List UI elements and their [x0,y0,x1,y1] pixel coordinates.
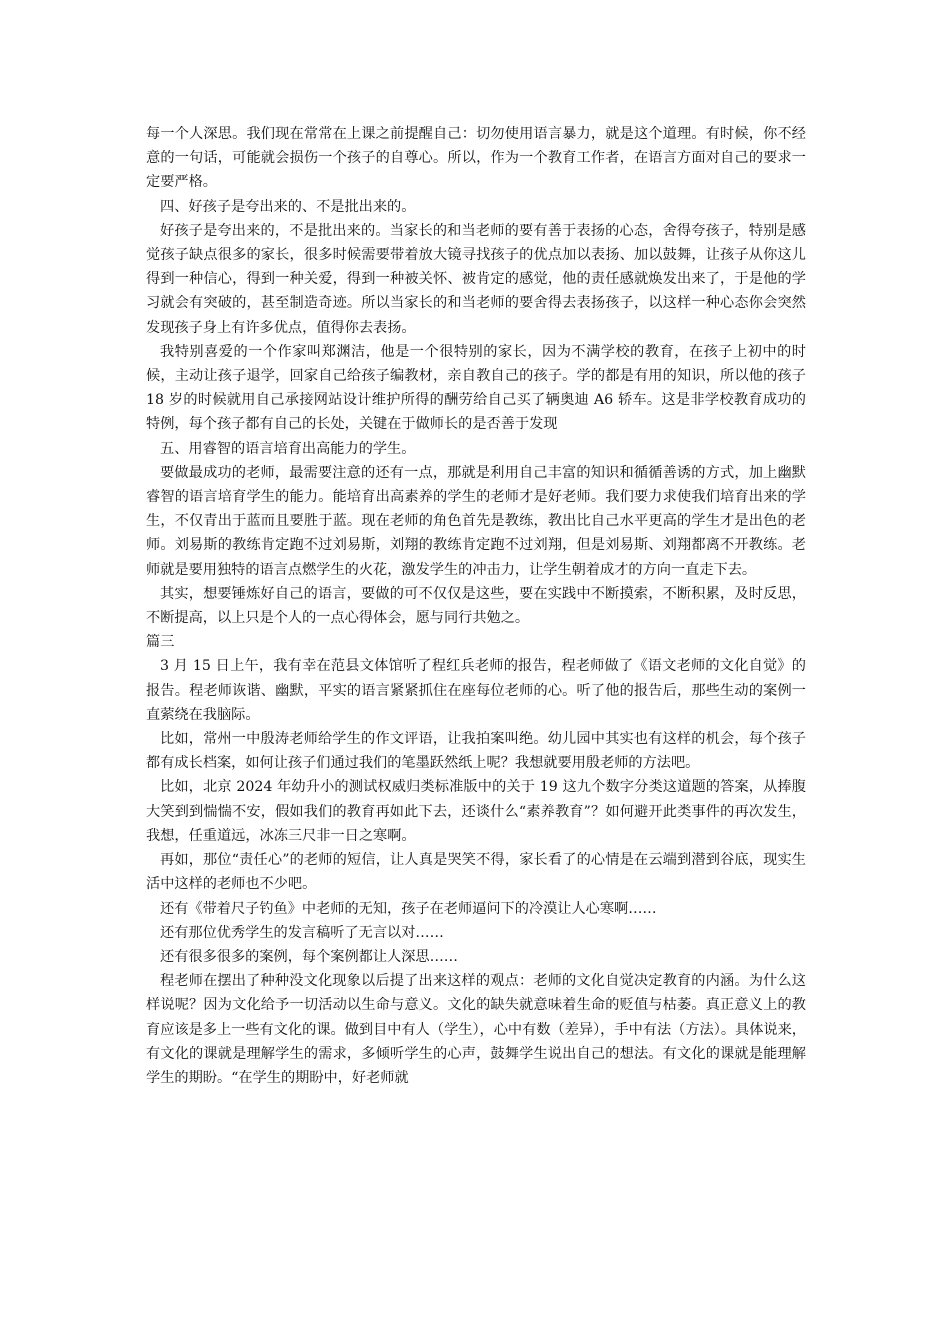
document-page [146,122,806,1090]
section-heading: 五、用睿智的语言培育出高能力的学生。 [160,440,416,457]
paragraph: 比如，北京 2024 年幼升小的测试权威归类标准版中的关于 19 这九个数字分类这道题的答案，从捧腹大笑到到惴惴不安，假如我们的教育再如此下去，还谈什么“素养教育”？如何避开此类事件的再次发生，我想，任重道远，冰冻三尺非一日之寒啊。 [146,779,806,844]
paragraph: 3 月 15 日上午，我有幸在范县文体馆听了程红兵老师的报告，程老师做了《语文老师的文化自觉》的报告。程老师诙谐、幽默，平实的语言紧紧抓住在座每位老师的心。听了他的报告后，那些生动的案例一直萦绕在我脑际。 [146,658,806,723]
paragraph: 比如，常州一中殷涛老师给学生的作文评语，让我拍案叫绝。幼儿园中其实也有这样的机会，每个孩子都有成长档案，如何让孩子们通过我们的笔墨跃然纸上呢？我想就要用殷老师的方法吧。 [146,731,806,772]
section-title: 篇三 [146,634,175,651]
paragraph: 还有《带着尺子钓鱼》中老师的无知，孩子在老师逼问下的冷漠让人心寒啊…… [160,900,657,917]
paragraph: 程老师在摆出了种种没文化现象以后提了出来这样的观点：老师的文化自觉决定教育的内涵。为什么这样说呢？因为文化给予一切活动以生命与意义。文化的缺失就意味着生命的贬值与枯萎。真正意义上的教育应该是多上一些有文化的课。做到目中有人（学生），心中有数（差异），手中有法（方法）。具体说来，有文化的课就是理解学生的需求，多倾听学生的心声，鼓舞学生说出自己的想法。有文化的课就是能理解学生的期盼。“在学生的期盼中，好老师就 [146,973,806,1086]
paragraph: 要做最成功的老师，最需要注意的还有一点，那就是利用自己丰富的知识和循循善诱的方式，加上幽默睿智的语言培育学生的能力。能培育出高素养的学生的老师才是好老师。我们要力求使我们培育出来的学生，不仅青出于蓝而且要胜于蓝。现在老师的角色首先是教练，教出比自己水平更高的学生才是出色的老师。刘易斯的教练肯定跑不过刘易斯，刘翔的教练肯定跑不过刘翔，但是刘易斯、刘翔都离不开教练。老师就是要用独特的语言点燃学生的火花，激发学生的冲击力，让学生朝着成才的方向一直走下去。 [146,464,806,578]
paragraph: 每一个人深思。我们现在常常在上课之前提醒自己：切勿使用语言暴力，就是这个道理。有时候，你不经意的一句话，可能就会损伤一个孩子的自尊心。所以，作为一个教育工作者，在语言方面对自己的要求一定要严格。 [146,126,806,191]
paragraph: 再如，那位“责任心”的老师的短信，让人真是哭笑不得，家长看了的心情是在云端到潜到谷底，现实生活中这样的老师也不少吧。 [146,852,806,893]
paragraph: 还有很多很多的案例，每个案例都让人深思…… [160,948,458,965]
section-heading: 四、好孩子是夸出来的、不是批出来的。 [160,198,416,215]
paragraph: 其实，想要锤炼好自己的语言，要做的可不仅仅是这些，要在实践中不断摸索，不断积累，及时反思，不断提高，以上只是个人的一点心得体会，愿与同行共勉之。 [146,585,806,627]
paragraph: 还有那位优秀学生的发言稿听了无言以对…… [160,924,444,941]
paragraph: 好孩子是夸出来的，不是批出来的。当家长的和当老师的要有善于表扬的心态，舍得夸孩子，特别是感觉孩子缺点很多的家长，很多时候需要带着放大镜寻找孩子的优点加以表扬、加以鼓舞，让孩子从你这儿得到一种信心，得到一种关爱，得到一种被关怀、被肯定的感觉，他的责任感就焕发出来了，于是他的学习就会有突破的，甚至制造奇迹。所以当家长的和当老师的要舍得去表扬孩子，以这样一种心态你会突然发现孩子身上有许多优点，值得你去表扬。 [146,222,806,336]
paragraph: 我特别喜爱的一个作家叫郑渊洁，他是一个很特别的家长，因为不满学校的教育，在孩子上初中的时候，主动让孩子退学，回家自己给孩子编教材，亲自教自己的孩子。学的都是有用的知识，所以他的孩子 18 岁的时候就用自己承接网站设计维护所得的酬劳给自己买了辆奥迪 A6 轿车。这是非学校教育成功的特例，每个孩子都有自己的长处，关键在于做师长的是否善于发现 [146,343,806,433]
